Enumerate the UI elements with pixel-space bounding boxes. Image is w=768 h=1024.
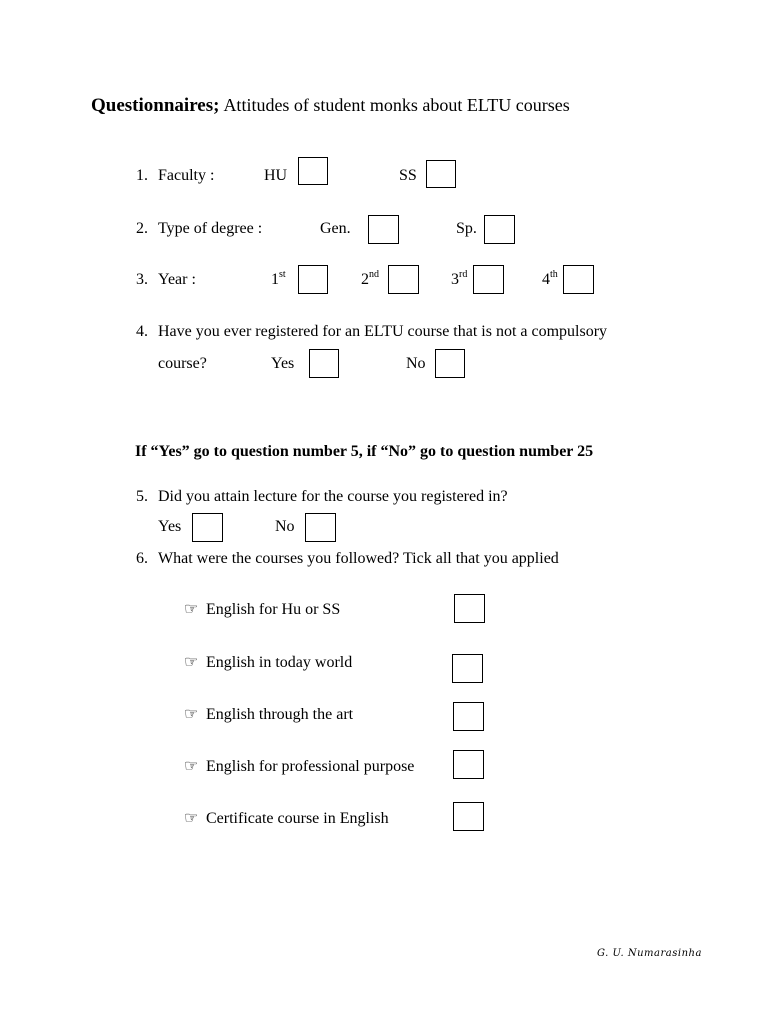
q2-option-sp-label: Sp. xyxy=(456,220,477,237)
course-item xyxy=(184,809,389,829)
q3-year-1-checkbox[interactable] xyxy=(298,265,328,294)
q1-option-hu-label: HU xyxy=(264,167,288,184)
q1-label: Faculty : xyxy=(158,167,215,184)
q2-label: Type of degree : xyxy=(158,220,263,237)
q2-option-gen-label: Gen. xyxy=(320,220,351,237)
q2-sp-checkbox[interactable] xyxy=(484,215,515,244)
pointing-hand-icon: ☞ xyxy=(184,758,199,775)
q4-question-line2: course? xyxy=(158,355,207,372)
course-item xyxy=(184,653,352,673)
course-item xyxy=(184,757,414,777)
course-label: English through the art xyxy=(206,706,354,723)
q2-gen-checkbox[interactable] xyxy=(368,215,399,244)
page-title xyxy=(91,95,570,117)
q3-year-1-label: 1st xyxy=(271,269,286,288)
course-5-checkbox[interactable] xyxy=(453,802,484,831)
q1-option-ss-label: SS xyxy=(399,167,417,184)
course-item xyxy=(184,600,340,620)
q1-hu-checkbox[interactable] xyxy=(298,157,328,185)
q6-question: What were the courses you followed? Tick all that you applied xyxy=(158,550,559,567)
course-label: English for professional purpose xyxy=(206,758,415,775)
q1-number: 1. xyxy=(136,167,148,184)
course-item xyxy=(184,705,353,725)
q5-number: 5. xyxy=(136,488,148,505)
q4-question-line1: Have you ever registered for an ELTU course that is not a compulsory xyxy=(158,323,608,340)
pointing-hand-icon: ☞ xyxy=(184,706,199,723)
q6-number: 6. xyxy=(136,550,148,567)
q5-yes-checkbox[interactable] xyxy=(192,513,223,542)
q5-yes-label: Yes xyxy=(158,518,182,535)
q4-yes-label: Yes xyxy=(271,355,295,372)
q3-number: 3. xyxy=(136,271,148,288)
q1-ss-checkbox[interactable] xyxy=(426,160,456,188)
course-4-checkbox[interactable] xyxy=(453,750,484,779)
q5-question: Did you attain lecture for the course you registered in? xyxy=(158,488,508,505)
title-bold: Questionnaires; xyxy=(91,95,220,116)
course-label: Certificate course in English xyxy=(206,810,389,827)
q3-year-3-checkbox[interactable] xyxy=(473,265,504,294)
author-signature: G. U. Numarasinha xyxy=(597,948,702,959)
q3-year-4-checkbox[interactable] xyxy=(563,265,594,294)
q2-number: 2. xyxy=(136,220,148,237)
title-rest: Attitudes of student monks about ELTU courses xyxy=(223,95,570,115)
course-3-checkbox[interactable] xyxy=(453,702,484,731)
q5-no-label: No xyxy=(275,518,295,535)
q4-no-label: No xyxy=(406,355,426,372)
skip-instruction: If “Yes” go to question number 5, if “No” go to question number 25 xyxy=(135,443,594,460)
q3-year-3-label: 3rd xyxy=(451,269,468,288)
q3-label: Year : xyxy=(158,271,196,288)
course-1-checkbox[interactable] xyxy=(454,594,485,623)
q4-no-checkbox[interactable] xyxy=(435,349,465,378)
course-label: English for Hu or SS xyxy=(206,601,341,618)
pointing-hand-icon: ☞ xyxy=(184,810,199,827)
q3-year-2-label: 2nd xyxy=(361,269,379,288)
pointing-hand-icon: ☞ xyxy=(184,654,199,671)
q4-yes-checkbox[interactable] xyxy=(309,349,339,378)
course-label: English in today world xyxy=(206,654,353,671)
q3-year-2-checkbox[interactable] xyxy=(388,265,419,294)
pointing-hand-icon: ☞ xyxy=(184,601,199,618)
course-2-checkbox[interactable] xyxy=(452,654,483,683)
q3-year-4-label: 4th xyxy=(542,269,558,288)
q5-no-checkbox[interactable] xyxy=(305,513,336,542)
q4-number: 4. xyxy=(136,323,148,340)
